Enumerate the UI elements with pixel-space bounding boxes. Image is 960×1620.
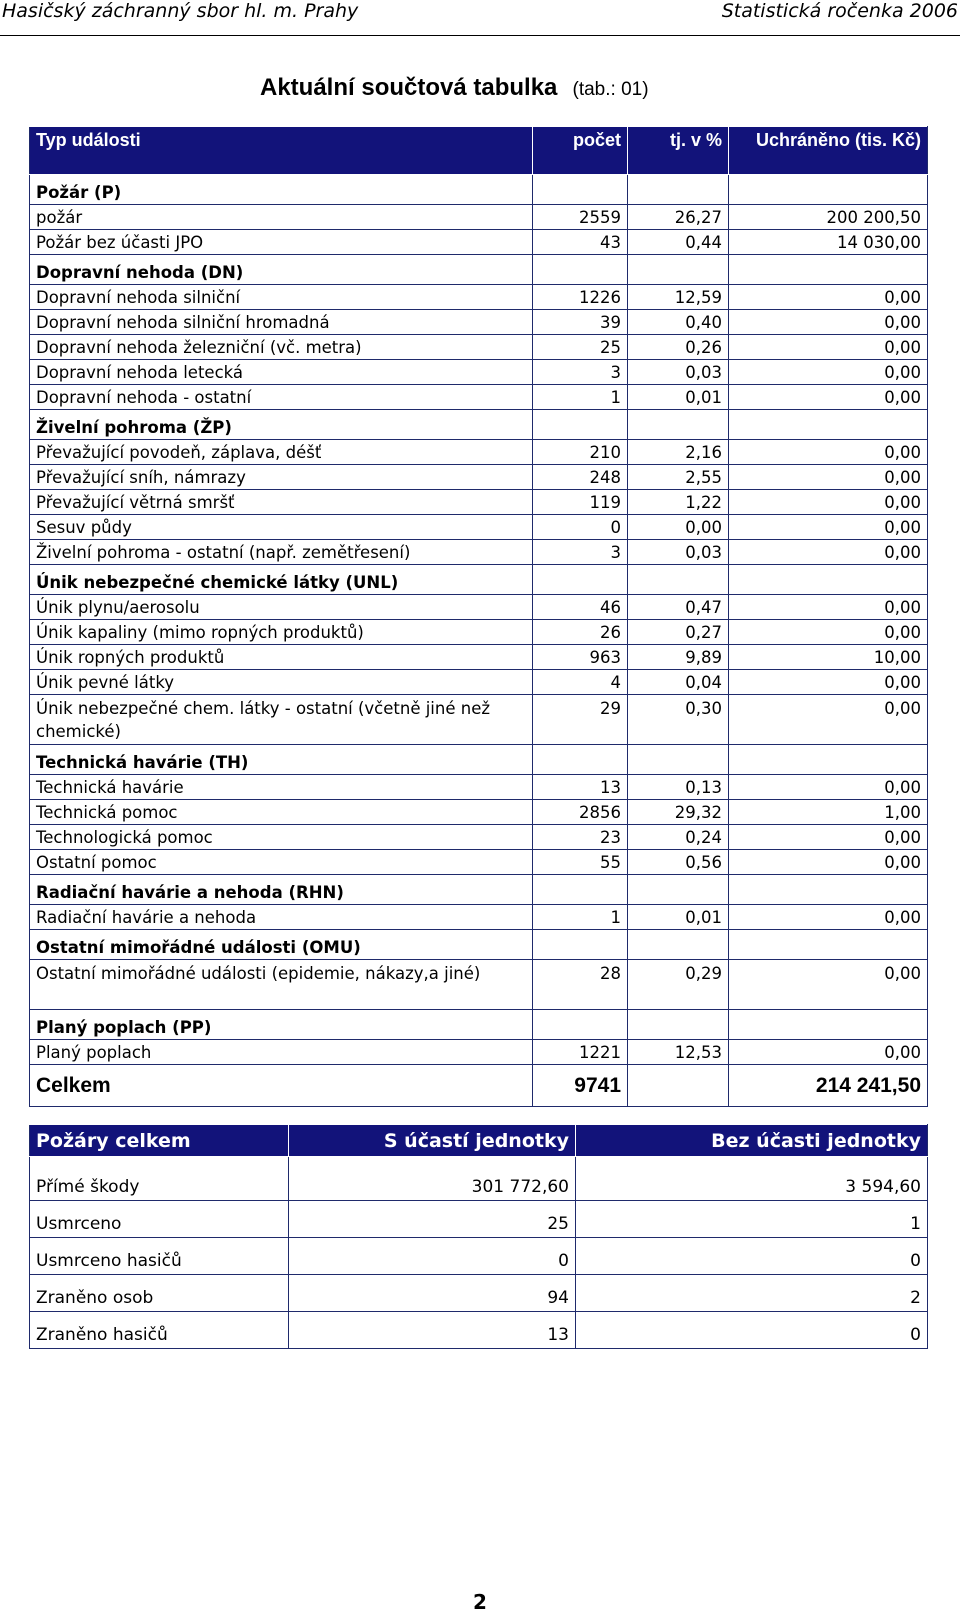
row-count: 25 — [533, 335, 628, 360]
fires-row-with-unit: 301 772,60 — [289, 1157, 576, 1201]
row-count: 210 — [533, 440, 628, 465]
header-saved: Uchráněno (tis. Kč) — [729, 127, 928, 175]
row-label: Sesuv půdy — [30, 515, 533, 540]
row-percent: 0,27 — [628, 620, 729, 645]
table-row — [30, 440, 928, 465]
row-percent: 0,00 — [628, 515, 729, 540]
row-percent: 0,44 — [628, 230, 729, 255]
fires-row-without-unit: 0 — [576, 1312, 928, 1349]
row-saved: 0,00 — [729, 285, 928, 310]
category-count — [533, 410, 628, 440]
category-count — [533, 875, 628, 905]
row-saved: 0,00 — [729, 695, 928, 745]
fires-row-label: Zraněno hasičů — [30, 1312, 289, 1349]
row-label: Planý poplach — [30, 1040, 533, 1065]
row-percent: 0,47 — [628, 595, 729, 620]
total-saved: 214 241,50 — [729, 1065, 928, 1107]
category-saved — [729, 410, 928, 440]
category-percent — [628, 410, 729, 440]
category-row — [30, 175, 928, 205]
row-percent: 0,56 — [628, 850, 729, 875]
page-number: 2 — [473, 1590, 487, 1614]
fires-table-header — [30, 1125, 928, 1157]
row-count: 13 — [533, 775, 628, 800]
row-label: Technologická pomoc — [30, 825, 533, 850]
row-label: Převažující sníh, námrazy — [30, 465, 533, 490]
row-label: Požár bez účasti JPO — [30, 230, 533, 255]
fires-row-without-unit: 2 — [576, 1275, 928, 1312]
category-count — [533, 255, 628, 285]
total-count: 9741 — [533, 1065, 628, 1107]
row-count: 43 — [533, 230, 628, 255]
row-label: Technická havárie — [30, 775, 533, 800]
table-row — [30, 850, 928, 875]
table-row — [30, 490, 928, 515]
summary-table-header — [30, 127, 928, 175]
fires-header-without-unit: Bez účasti jednotky — [576, 1125, 928, 1157]
category-saved — [729, 175, 928, 205]
row-count: 1221 — [533, 1040, 628, 1065]
row-percent: 0,04 — [628, 670, 729, 695]
row-percent: 0,03 — [628, 360, 729, 385]
fires-table — [29, 1124, 928, 1349]
row-saved: 10,00 — [729, 645, 928, 670]
row-label: Únik ropných produktů — [30, 645, 533, 670]
row-count: 248 — [533, 465, 628, 490]
fires-row — [30, 1157, 928, 1201]
row-saved: 0,00 — [729, 515, 928, 540]
row-percent: 0,13 — [628, 775, 729, 800]
fires-row-label: Zraněno osob — [30, 1275, 289, 1312]
table-row — [30, 205, 928, 230]
row-count: 1226 — [533, 285, 628, 310]
row-label: Převažující větrná smršť — [30, 490, 533, 515]
row-percent: 1,22 — [628, 490, 729, 515]
row-count: 2559 — [533, 205, 628, 230]
fires-row — [30, 1238, 928, 1275]
total-row — [30, 1065, 928, 1107]
category-saved — [729, 930, 928, 960]
category-label: Únik nebezpečné chemické látky (UNL) — [30, 565, 533, 595]
table-row — [30, 310, 928, 335]
row-percent: 29,32 — [628, 800, 729, 825]
row-percent: 0,24 — [628, 825, 729, 850]
category-percent — [628, 255, 729, 285]
row-saved: 14 030,00 — [729, 230, 928, 255]
table-row — [30, 595, 928, 620]
category-label: Dopravní nehoda (DN) — [30, 255, 533, 285]
category-label: Požár (P) — [30, 175, 533, 205]
table-row — [30, 465, 928, 490]
row-count: 23 — [533, 825, 628, 850]
row-saved: 0,00 — [729, 490, 928, 515]
row-percent: 26,27 — [628, 205, 729, 230]
category-percent — [628, 565, 729, 595]
table-row — [30, 620, 928, 645]
title-main: Aktuální součtová tabulka — [260, 74, 558, 101]
row-saved: 200 200,50 — [729, 205, 928, 230]
row-percent: 0,01 — [628, 905, 729, 930]
row-saved: 0,00 — [729, 825, 928, 850]
header-organization: Hasičský záchranný sbor hl. m. Prahy — [2, 0, 359, 22]
row-percent: 2,16 — [628, 440, 729, 465]
category-saved — [729, 565, 928, 595]
fires-row-with-unit: 94 — [289, 1275, 576, 1312]
fires-header-total: Požáry celkem — [30, 1125, 289, 1157]
header-event-type: Typ události — [30, 127, 533, 175]
fires-row — [30, 1312, 928, 1349]
table-row — [30, 800, 928, 825]
row-saved: 0,00 — [729, 440, 928, 465]
row-percent: 0,26 — [628, 335, 729, 360]
row-saved: 0,00 — [729, 540, 928, 565]
row-saved: 0,00 — [729, 595, 928, 620]
category-label: Radiační havárie a nehoda (RHN) — [30, 875, 533, 905]
table-row — [30, 775, 928, 800]
row-percent: 0,29 — [628, 960, 729, 1010]
fires-row-without-unit: 1 — [576, 1201, 928, 1238]
row-saved: 0,00 — [729, 960, 928, 1010]
category-label: Živelní pohroma (ŽP) — [30, 410, 533, 440]
page-header — [0, 0, 960, 36]
row-label: Únik kapaliny (mimo ropných produktů) — [30, 620, 533, 645]
row-percent: 12,59 — [628, 285, 729, 310]
fires-row-with-unit: 13 — [289, 1312, 576, 1349]
row-percent: 0,01 — [628, 385, 729, 410]
row-saved: 0,00 — [729, 465, 928, 490]
title-table-number: (tab.: 01) — [572, 79, 649, 100]
category-count — [533, 745, 628, 775]
table-row — [30, 230, 928, 255]
table-row — [30, 825, 928, 850]
fires-row-without-unit: 0 — [576, 1238, 928, 1275]
category-saved — [729, 255, 928, 285]
table-row — [30, 905, 928, 930]
category-count — [533, 175, 628, 205]
row-count: 963 — [533, 645, 628, 670]
header-percent: tj. v % — [628, 127, 729, 175]
category-row — [30, 1010, 928, 1040]
fires-row-with-unit: 0 — [289, 1238, 576, 1275]
table-row — [30, 385, 928, 410]
table-row — [30, 360, 928, 385]
fires-row-without-unit: 3 594,60 — [576, 1157, 928, 1201]
table-row — [30, 1040, 928, 1065]
row-saved: 0,00 — [729, 670, 928, 695]
table-row — [30, 695, 928, 745]
fires-table-body — [30, 1157, 928, 1349]
row-count: 39 — [533, 310, 628, 335]
row-label: Únik plynu/aerosolu — [30, 595, 533, 620]
row-label: Ostatní pomoc — [30, 850, 533, 875]
category-saved — [729, 875, 928, 905]
category-saved — [729, 745, 928, 775]
fires-row-with-unit: 25 — [289, 1201, 576, 1238]
fires-row-label: Usmrceno — [30, 1201, 289, 1238]
row-label: Únik pevné látky — [30, 670, 533, 695]
row-label: Dopravní nehoda silniční — [30, 285, 533, 310]
row-saved: 0,00 — [729, 310, 928, 335]
row-label: Živelní pohroma - ostatní (např. zemětřesení) — [30, 540, 533, 565]
summary-table-body — [30, 175, 928, 1065]
row-percent: 12,53 — [628, 1040, 729, 1065]
table-row — [30, 645, 928, 670]
page-title — [260, 74, 649, 102]
row-saved: 1,00 — [729, 800, 928, 825]
table-row — [30, 285, 928, 310]
row-label: Dopravní nehoda železniční (vč. metra) — [30, 335, 533, 360]
category-label: Ostatní mimořádné události (OMU) — [30, 930, 533, 960]
row-label: Ostatní mimořádné události (epidemie, nákazy,a jiné) — [30, 960, 533, 1010]
row-count: 4 — [533, 670, 628, 695]
row-count: 0 — [533, 515, 628, 540]
table-row — [30, 540, 928, 565]
category-label: Planý poplach (PP) — [30, 1010, 533, 1040]
row-count: 46 — [533, 595, 628, 620]
row-count: 1 — [533, 905, 628, 930]
row-label: Technická pomoc — [30, 800, 533, 825]
row-label: Dopravní nehoda silniční hromadná — [30, 310, 533, 335]
row-count: 55 — [533, 850, 628, 875]
row-saved: 0,00 — [729, 775, 928, 800]
fires-row — [30, 1275, 928, 1312]
row-count: 1 — [533, 385, 628, 410]
row-saved: 0,00 — [729, 905, 928, 930]
category-row — [30, 255, 928, 285]
row-percent: 0,30 — [628, 695, 729, 745]
table-row — [30, 335, 928, 360]
category-label: Technická havárie (TH) — [30, 745, 533, 775]
category-percent — [628, 875, 729, 905]
row-saved: 0,00 — [729, 1040, 928, 1065]
row-label: Dopravní nehoda - ostatní — [30, 385, 533, 410]
table-row — [30, 960, 928, 1010]
row-count: 28 — [533, 960, 628, 1010]
category-count — [533, 1010, 628, 1040]
row-count: 26 — [533, 620, 628, 645]
row-count: 3 — [533, 540, 628, 565]
row-count: 2856 — [533, 800, 628, 825]
row-count: 29 — [533, 695, 628, 745]
row-label: Dopravní nehoda letecká — [30, 360, 533, 385]
fires-row — [30, 1201, 928, 1238]
header-publication: Statistická ročenka 2006 — [721, 0, 958, 22]
row-label: Převažující povodeň, záplava, déšť — [30, 440, 533, 465]
table-row — [30, 515, 928, 540]
fires-header-with-unit: S účastí jednotky — [289, 1125, 576, 1157]
category-percent — [628, 745, 729, 775]
category-row — [30, 745, 928, 775]
category-percent — [628, 1010, 729, 1040]
row-saved: 0,00 — [729, 360, 928, 385]
row-saved: 0,00 — [729, 850, 928, 875]
fires-row-label: Usmrceno hasičů — [30, 1238, 289, 1275]
category-row — [30, 565, 928, 595]
row-percent: 0,03 — [628, 540, 729, 565]
row-count: 3 — [533, 360, 628, 385]
row-percent: 0,40 — [628, 310, 729, 335]
row-count: 119 — [533, 490, 628, 515]
total-label: Celkem — [30, 1065, 533, 1107]
category-percent — [628, 930, 729, 960]
category-row — [30, 875, 928, 905]
header-count: počet — [533, 127, 628, 175]
total-percent — [628, 1065, 729, 1107]
row-label: požár — [30, 205, 533, 230]
category-count — [533, 565, 628, 595]
category-percent — [628, 175, 729, 205]
row-percent: 2,55 — [628, 465, 729, 490]
category-row — [30, 930, 928, 960]
row-saved: 0,00 — [729, 620, 928, 645]
table-row — [30, 670, 928, 695]
category-count — [533, 930, 628, 960]
row-saved: 0,00 — [729, 335, 928, 360]
row-label: Únik nebezpečné chem. látky - ostatní (včetně jiné než chemické) — [30, 695, 533, 745]
category-row — [30, 410, 928, 440]
row-label: Radiační havárie a nehoda — [30, 905, 533, 930]
row-percent: 9,89 — [628, 645, 729, 670]
fires-row-label: Přímé škody — [30, 1157, 289, 1201]
summary-table — [29, 126, 928, 1107]
row-saved: 0,00 — [729, 385, 928, 410]
category-saved — [729, 1010, 928, 1040]
